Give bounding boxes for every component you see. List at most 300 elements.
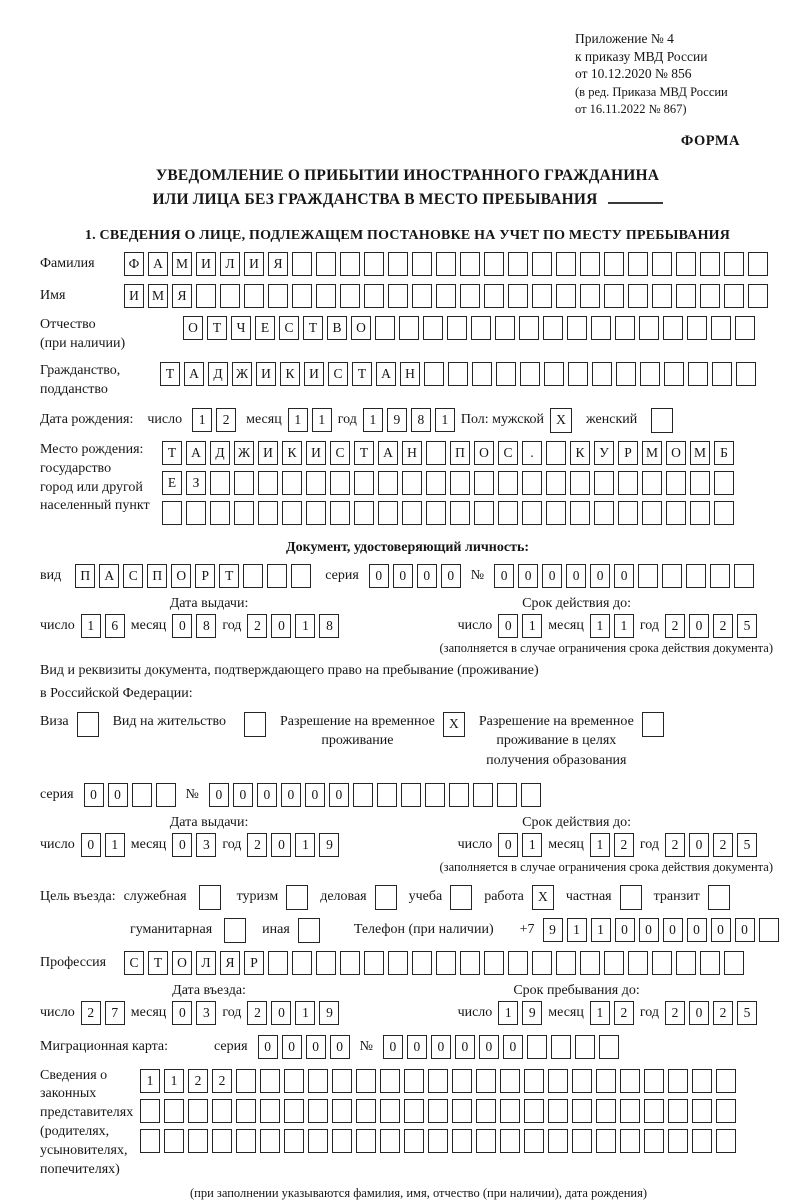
char-box[interactable]: [748, 284, 768, 308]
char-box[interactable]: К: [280, 362, 300, 386]
char-box[interactable]: [156, 783, 176, 807]
char-box[interactable]: И: [244, 252, 264, 276]
char-box[interactable]: [388, 284, 408, 308]
char-box[interactable]: [644, 1069, 664, 1093]
char-box[interactable]: Д: [210, 441, 230, 465]
char-box[interactable]: [340, 284, 360, 308]
char-box[interactable]: [448, 362, 468, 386]
char-box[interactable]: [676, 252, 696, 276]
char-box[interactable]: [700, 951, 720, 975]
char-box[interactable]: [551, 1035, 571, 1059]
char-box[interactable]: О: [183, 316, 203, 340]
char-box[interactable]: [426, 441, 446, 465]
char-box[interactable]: 9: [543, 918, 563, 942]
char-box[interactable]: [450, 501, 470, 525]
char-box[interactable]: 2: [713, 614, 733, 638]
char-box[interactable]: 1: [105, 833, 125, 857]
char-box[interactable]: [716, 1099, 736, 1123]
char-box[interactable]: С: [279, 316, 299, 340]
char-box[interactable]: [710, 564, 730, 588]
char-box[interactable]: 1: [295, 1001, 315, 1025]
char-box[interactable]: [572, 1099, 592, 1123]
char-box[interactable]: [676, 951, 696, 975]
char-box[interactable]: 0: [172, 614, 192, 638]
char-box[interactable]: [436, 252, 456, 276]
char-box[interactable]: [364, 252, 384, 276]
char-box[interactable]: Т: [354, 441, 374, 465]
char-box[interactable]: [244, 284, 264, 308]
char-box[interactable]: X: [443, 712, 465, 737]
char-box[interactable]: [243, 564, 263, 588]
char-box[interactable]: [399, 316, 419, 340]
char-box[interactable]: [316, 284, 336, 308]
char-box[interactable]: Н: [402, 441, 422, 465]
char-box[interactable]: 7: [105, 1001, 125, 1025]
char-box[interactable]: [292, 252, 312, 276]
char-box[interactable]: [734, 564, 754, 588]
char-box[interactable]: М: [690, 441, 710, 465]
char-box[interactable]: И: [124, 284, 144, 308]
char-box[interactable]: 1: [567, 918, 587, 942]
char-box[interactable]: [692, 1129, 712, 1153]
char-box[interactable]: [364, 284, 384, 308]
char-box[interactable]: [652, 252, 672, 276]
char-box[interactable]: В: [327, 316, 347, 340]
char-box[interactable]: [234, 471, 254, 495]
char-box[interactable]: [436, 951, 456, 975]
char-box[interactable]: 0: [407, 1035, 427, 1059]
char-box[interactable]: [628, 284, 648, 308]
char-box[interactable]: [356, 1069, 376, 1093]
char-box[interactable]: [377, 783, 397, 807]
char-box[interactable]: Е: [162, 471, 182, 495]
char-box[interactable]: 0: [542, 564, 562, 588]
char-box[interactable]: [644, 1129, 664, 1153]
char-box[interactable]: [282, 471, 302, 495]
char-box[interactable]: [404, 1069, 424, 1093]
char-box[interactable]: [199, 885, 221, 910]
char-box[interactable]: 0: [108, 783, 128, 807]
char-box[interactable]: Ж: [232, 362, 252, 386]
char-box[interactable]: [508, 284, 528, 308]
char-box[interactable]: Р: [618, 441, 638, 465]
char-box[interactable]: 2: [713, 1001, 733, 1025]
char-box[interactable]: [428, 1099, 448, 1123]
char-box[interactable]: М: [642, 441, 662, 465]
char-box[interactable]: [496, 362, 516, 386]
char-box[interactable]: [260, 1069, 280, 1093]
char-box[interactable]: [714, 501, 734, 525]
char-box[interactable]: [452, 1099, 472, 1123]
char-box[interactable]: Т: [162, 441, 182, 465]
char-box[interactable]: [580, 252, 600, 276]
char-box[interactable]: Т: [160, 362, 180, 386]
char-box[interactable]: [340, 951, 360, 975]
char-box[interactable]: 0: [306, 1035, 326, 1059]
char-box[interactable]: 5: [737, 614, 757, 638]
char-box[interactable]: [497, 783, 517, 807]
char-box[interactable]: 0: [271, 614, 291, 638]
char-box[interactable]: [471, 316, 491, 340]
char-box[interactable]: 0: [172, 1001, 192, 1025]
char-box[interactable]: [522, 471, 542, 495]
char-box[interactable]: [676, 284, 696, 308]
char-box[interactable]: 1: [590, 1001, 610, 1025]
char-box[interactable]: К: [570, 441, 590, 465]
char-box[interactable]: 2: [247, 614, 267, 638]
char-box[interactable]: Р: [244, 951, 264, 975]
char-box[interactable]: [628, 252, 648, 276]
char-box[interactable]: [298, 918, 320, 943]
char-box[interactable]: С: [498, 441, 518, 465]
char-box[interactable]: 0: [498, 614, 518, 638]
char-box[interactable]: 0: [711, 918, 731, 942]
char-box[interactable]: [546, 471, 566, 495]
char-box[interactable]: 3: [196, 1001, 216, 1025]
char-box[interactable]: [292, 951, 312, 975]
char-box[interactable]: Р: [195, 564, 215, 588]
char-box[interactable]: А: [186, 441, 206, 465]
char-box[interactable]: 9: [387, 408, 407, 432]
char-box[interactable]: [388, 252, 408, 276]
char-box[interactable]: 2: [665, 614, 685, 638]
char-box[interactable]: [642, 471, 662, 495]
char-box[interactable]: [520, 362, 540, 386]
char-box[interactable]: [668, 1099, 688, 1123]
char-box[interactable]: 2: [247, 1001, 267, 1025]
char-box[interactable]: 0: [566, 564, 586, 588]
char-box[interactable]: 0: [614, 564, 634, 588]
char-box[interactable]: [688, 362, 708, 386]
char-box[interactable]: 0: [329, 783, 349, 807]
char-box[interactable]: Ж: [234, 441, 254, 465]
char-box[interactable]: [652, 951, 672, 975]
char-box[interactable]: 0: [281, 783, 301, 807]
char-box[interactable]: [308, 1069, 328, 1093]
char-box[interactable]: [615, 316, 635, 340]
char-box[interactable]: И: [256, 362, 276, 386]
char-box[interactable]: 0: [369, 564, 389, 588]
char-box[interactable]: Я: [172, 284, 192, 308]
char-box[interactable]: [735, 316, 755, 340]
char-box[interactable]: [668, 1069, 688, 1093]
char-box[interactable]: [234, 501, 254, 525]
char-box[interactable]: [282, 501, 302, 525]
char-box[interactable]: [404, 1129, 424, 1153]
char-box[interactable]: 0: [503, 1035, 523, 1059]
char-box[interactable]: [460, 252, 480, 276]
char-box[interactable]: [140, 1099, 160, 1123]
char-box[interactable]: 2: [713, 833, 733, 857]
char-box[interactable]: [519, 316, 539, 340]
char-box[interactable]: [604, 284, 624, 308]
char-box[interactable]: 1: [498, 1001, 518, 1025]
char-box[interactable]: [642, 501, 662, 525]
char-box[interactable]: [404, 1099, 424, 1123]
char-box[interactable]: Е: [255, 316, 275, 340]
char-box[interactable]: Я: [268, 252, 288, 276]
char-box[interactable]: [236, 1099, 256, 1123]
char-box[interactable]: [716, 1069, 736, 1093]
char-box[interactable]: И: [306, 441, 326, 465]
char-box[interactable]: А: [184, 362, 204, 386]
char-box[interactable]: [316, 951, 336, 975]
char-box[interactable]: 1: [140, 1069, 160, 1093]
char-box[interactable]: О: [666, 441, 686, 465]
char-box[interactable]: [450, 885, 472, 910]
char-box[interactable]: [268, 284, 288, 308]
char-box[interactable]: [236, 1069, 256, 1093]
char-box[interactable]: Л: [196, 951, 216, 975]
char-box[interactable]: [508, 951, 528, 975]
char-box[interactable]: 2: [216, 408, 236, 432]
char-box[interactable]: [306, 471, 326, 495]
char-box[interactable]: [556, 252, 576, 276]
char-box[interactable]: [572, 1069, 592, 1093]
char-box[interactable]: С: [124, 951, 144, 975]
char-box[interactable]: [220, 284, 240, 308]
char-box[interactable]: [604, 951, 624, 975]
char-box[interactable]: [599, 1035, 619, 1059]
char-box[interactable]: [592, 362, 612, 386]
char-box[interactable]: 9: [319, 833, 339, 857]
char-box[interactable]: [618, 471, 638, 495]
char-box[interactable]: [759, 918, 779, 942]
char-box[interactable]: О: [351, 316, 371, 340]
char-box[interactable]: [375, 316, 395, 340]
char-box[interactable]: [724, 284, 744, 308]
char-box[interactable]: [164, 1099, 184, 1123]
char-box[interactable]: [236, 1129, 256, 1153]
char-box[interactable]: [568, 362, 588, 386]
char-box[interactable]: 3: [196, 833, 216, 857]
char-box[interactable]: [476, 1069, 496, 1093]
char-box[interactable]: 0: [305, 783, 325, 807]
char-box[interactable]: [330, 471, 350, 495]
char-box[interactable]: [162, 501, 182, 525]
char-box[interactable]: [186, 501, 206, 525]
char-box[interactable]: [546, 441, 566, 465]
char-box[interactable]: [306, 501, 326, 525]
char-box[interactable]: [708, 885, 730, 910]
char-box[interactable]: [604, 252, 624, 276]
char-box[interactable]: 2: [188, 1069, 208, 1093]
char-box[interactable]: [736, 362, 756, 386]
char-box[interactable]: [594, 501, 614, 525]
char-box[interactable]: [692, 1069, 712, 1093]
char-box[interactable]: [460, 284, 480, 308]
char-box[interactable]: [402, 501, 422, 525]
char-box[interactable]: [188, 1099, 208, 1123]
char-box[interactable]: [332, 1129, 352, 1153]
char-box[interactable]: 0: [615, 918, 635, 942]
char-box[interactable]: [258, 501, 278, 525]
char-box[interactable]: [412, 252, 432, 276]
char-box[interactable]: [412, 284, 432, 308]
char-box[interactable]: [711, 316, 731, 340]
char-box[interactable]: [500, 1099, 520, 1123]
char-box[interactable]: [712, 362, 732, 386]
char-box[interactable]: 0: [689, 614, 709, 638]
char-box[interactable]: [450, 471, 470, 495]
char-box[interactable]: [332, 1099, 352, 1123]
char-box[interactable]: [639, 316, 659, 340]
char-box[interactable]: 1: [295, 614, 315, 638]
char-box[interactable]: [449, 783, 469, 807]
char-box[interactable]: [620, 1099, 640, 1123]
char-box[interactable]: [292, 284, 312, 308]
char-box[interactable]: [330, 501, 350, 525]
char-box[interactable]: 8: [319, 614, 339, 638]
char-box[interactable]: [212, 1129, 232, 1153]
char-box[interactable]: [364, 951, 384, 975]
char-box[interactable]: [543, 316, 563, 340]
char-box[interactable]: [268, 951, 288, 975]
char-box[interactable]: [524, 1069, 544, 1093]
char-box[interactable]: [284, 1099, 304, 1123]
char-box[interactable]: 0: [393, 564, 413, 588]
char-box[interactable]: [188, 1129, 208, 1153]
char-box[interactable]: [476, 1129, 496, 1153]
char-box[interactable]: П: [75, 564, 95, 588]
char-box[interactable]: [594, 471, 614, 495]
char-box[interactable]: 0: [639, 918, 659, 942]
char-box[interactable]: 2: [81, 1001, 101, 1025]
char-box[interactable]: [724, 951, 744, 975]
char-box[interactable]: [524, 1099, 544, 1123]
char-box[interactable]: [340, 252, 360, 276]
char-box[interactable]: [196, 284, 216, 308]
char-box[interactable]: [532, 252, 552, 276]
char-box[interactable]: 2: [614, 1001, 634, 1025]
char-box[interactable]: [498, 471, 518, 495]
char-box[interactable]: [546, 501, 566, 525]
char-box[interactable]: 0: [81, 833, 101, 857]
char-box[interactable]: [354, 471, 374, 495]
char-box[interactable]: [548, 1099, 568, 1123]
char-box[interactable]: 0: [271, 833, 291, 857]
char-box[interactable]: [640, 362, 660, 386]
char-box[interactable]: И: [304, 362, 324, 386]
char-box[interactable]: [500, 1129, 520, 1153]
char-box[interactable]: [522, 501, 542, 525]
char-box[interactable]: 0: [330, 1035, 350, 1059]
char-box[interactable]: 8: [196, 614, 216, 638]
char-box[interactable]: [591, 316, 611, 340]
char-box[interactable]: [473, 783, 493, 807]
char-box[interactable]: 0: [455, 1035, 475, 1059]
char-box[interactable]: Л: [220, 252, 240, 276]
char-box[interactable]: [567, 316, 587, 340]
char-box[interactable]: [548, 1129, 568, 1153]
char-box[interactable]: 0: [663, 918, 683, 942]
char-box[interactable]: [616, 362, 636, 386]
char-box[interactable]: [308, 1129, 328, 1153]
char-box[interactable]: 0: [282, 1035, 302, 1059]
char-box[interactable]: [644, 1099, 664, 1123]
char-box[interactable]: Н: [400, 362, 420, 386]
char-box[interactable]: [380, 1069, 400, 1093]
char-box[interactable]: А: [378, 441, 398, 465]
char-box[interactable]: [472, 362, 492, 386]
char-box[interactable]: Я: [220, 951, 240, 975]
char-box[interactable]: С: [328, 362, 348, 386]
char-box[interactable]: [476, 1099, 496, 1123]
char-box[interactable]: 0: [431, 1035, 451, 1059]
char-box[interactable]: [426, 501, 446, 525]
char-box[interactable]: [258, 471, 278, 495]
char-box[interactable]: [452, 1129, 472, 1153]
char-box[interactable]: Т: [219, 564, 239, 588]
char-box[interactable]: [332, 1069, 352, 1093]
char-box[interactable]: [572, 1129, 592, 1153]
char-box[interactable]: [596, 1129, 616, 1153]
char-box[interactable]: [666, 501, 686, 525]
char-box[interactable]: [164, 1129, 184, 1153]
char-box[interactable]: [308, 1099, 328, 1123]
char-box[interactable]: [423, 316, 443, 340]
char-box[interactable]: [495, 316, 515, 340]
char-box[interactable]: 2: [665, 1001, 685, 1025]
char-box[interactable]: 0: [417, 564, 437, 588]
char-box[interactable]: У: [594, 441, 614, 465]
char-box[interactable]: [596, 1099, 616, 1123]
char-box[interactable]: [620, 1129, 640, 1153]
char-box[interactable]: 9: [319, 1001, 339, 1025]
char-box[interactable]: [224, 918, 246, 943]
char-box[interactable]: [378, 501, 398, 525]
char-box[interactable]: С: [123, 564, 143, 588]
char-box[interactable]: 0: [735, 918, 755, 942]
char-box[interactable]: [500, 1069, 520, 1093]
char-box[interactable]: [666, 471, 686, 495]
char-box[interactable]: [690, 501, 710, 525]
char-box[interactable]: [460, 951, 480, 975]
char-box[interactable]: [474, 471, 494, 495]
char-box[interactable]: 0: [590, 564, 610, 588]
char-box[interactable]: [210, 501, 230, 525]
char-box[interactable]: 1: [192, 408, 212, 432]
char-box[interactable]: 1: [522, 614, 542, 638]
char-box[interactable]: [570, 471, 590, 495]
char-box[interactable]: 0: [258, 1035, 278, 1059]
char-box[interactable]: 8: [411, 408, 431, 432]
char-box[interactable]: 0: [441, 564, 461, 588]
char-box[interactable]: [638, 564, 658, 588]
char-box[interactable]: 0: [383, 1035, 403, 1059]
char-box[interactable]: 0: [687, 918, 707, 942]
char-box[interactable]: [356, 1099, 376, 1123]
char-box[interactable]: [714, 471, 734, 495]
char-box[interactable]: [286, 885, 308, 910]
char-box[interactable]: X: [532, 885, 554, 910]
char-box[interactable]: 0: [494, 564, 514, 588]
char-box[interactable]: [556, 284, 576, 308]
char-box[interactable]: 0: [689, 833, 709, 857]
char-box[interactable]: П: [450, 441, 470, 465]
char-box[interactable]: 1: [164, 1069, 184, 1093]
char-box[interactable]: М: [148, 284, 168, 308]
char-box[interactable]: X: [550, 408, 572, 433]
char-box[interactable]: [575, 1035, 595, 1059]
char-box[interactable]: [284, 1129, 304, 1153]
char-box[interactable]: [596, 1069, 616, 1093]
char-box[interactable]: 1: [522, 833, 542, 857]
char-box[interactable]: 0: [498, 833, 518, 857]
char-box[interactable]: К: [282, 441, 302, 465]
char-box[interactable]: О: [172, 951, 192, 975]
char-box[interactable]: [700, 252, 720, 276]
